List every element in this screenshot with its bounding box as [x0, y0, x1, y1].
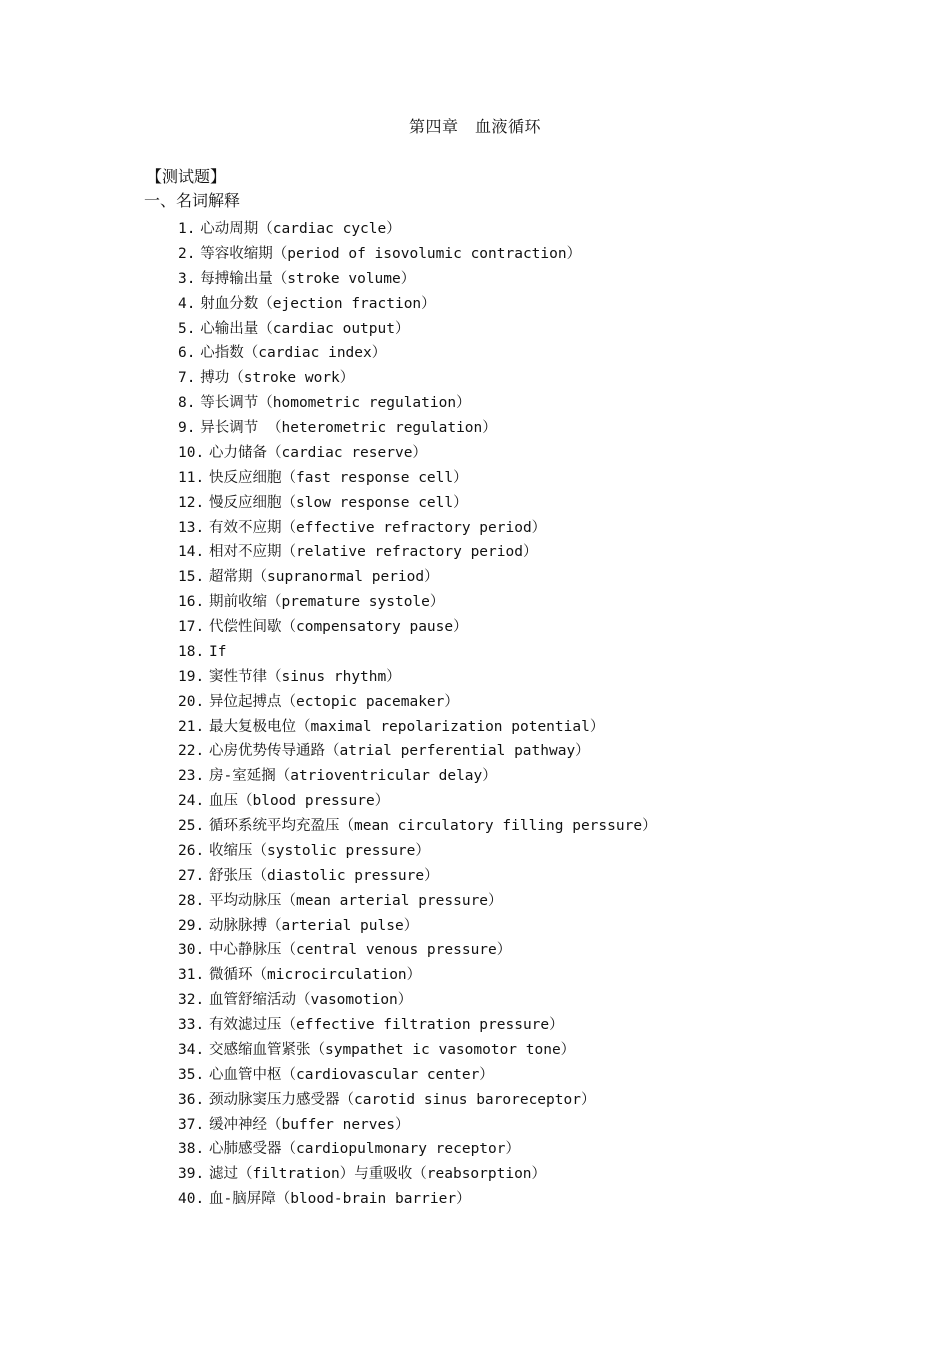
term-text: 动脉脉搏（arterial pulse） — [208, 917, 419, 934]
list-item — [178, 1112, 657, 1137]
list-item — [178, 1186, 657, 1211]
term-text: 颈动脉窦压力感受器（carotid sinus baroreceptor） — [208, 1091, 596, 1108]
term-number: 8. — [178, 395, 196, 412]
term-number: 1. — [178, 221, 196, 237]
term-list — [178, 216, 657, 1211]
list-item — [178, 763, 657, 788]
list-item — [178, 1136, 657, 1161]
term-text: 心动周期（cardiac cycle） — [200, 221, 401, 237]
term-text: 心力储备（cardiac reserve） — [208, 444, 427, 461]
term-text: 最大复极电位（maximal repolarization potential） — [208, 718, 605, 735]
list-item — [178, 291, 657, 316]
list-item — [178, 589, 657, 614]
list-item — [178, 689, 657, 714]
term-number: 36. — [178, 1091, 205, 1108]
list-item — [178, 515, 657, 540]
list-item — [178, 1161, 657, 1186]
list-item — [178, 539, 657, 564]
term-number: 25. — [178, 818, 205, 834]
term-text: 等长调节（homometric regulation） — [200, 395, 471, 412]
term-number: 17. — [178, 619, 205, 635]
term-text: 每搏输出量（stroke volume） — [200, 270, 416, 287]
list-item — [178, 490, 657, 515]
list-item — [178, 913, 657, 938]
term-text: 等容收缩期（period of isovolumic contraction） — [200, 245, 582, 262]
term-number: 4. — [178, 295, 196, 312]
list-item — [178, 390, 657, 415]
subsection-label: 一、名词解释 — [144, 191, 241, 210]
term-number: 19. — [178, 668, 205, 685]
list-item — [178, 465, 657, 490]
term-text: 心输出量（cardiac output） — [200, 320, 410, 337]
term-number: 33. — [178, 1017, 205, 1033]
term-number: 20. — [178, 693, 205, 710]
list-item — [178, 241, 657, 266]
list-item — [178, 365, 657, 390]
term-text: 舒张压（diastolic pressure） — [208, 867, 439, 884]
section-label: 【测试题】 — [146, 167, 227, 186]
list-item — [178, 738, 657, 763]
term-text: 窦性节律（sinus rhythm） — [208, 668, 401, 685]
term-number: 13. — [178, 519, 205, 536]
term-text: 平均动脉压（mean arterial pressure） — [208, 892, 503, 909]
list-item — [178, 937, 657, 962]
term-number: 16. — [178, 594, 205, 611]
term-number: 21. — [178, 718, 205, 735]
term-number: 24. — [178, 793, 205, 810]
list-item — [178, 316, 657, 341]
term-number: 32. — [178, 992, 205, 1009]
term-number: 23. — [178, 768, 205, 785]
term-number: 2. — [178, 245, 196, 262]
list-item — [178, 564, 657, 589]
term-number: 7. — [178, 370, 196, 387]
list-item — [178, 440, 657, 465]
term-text: 心血管中枢（cardiovascular center） — [208, 1066, 494, 1083]
term-text: 滤过（filtration）与重吸收（reabsorption） — [208, 1166, 547, 1183]
term-text: 异长调节 （heterometric regulation） — [200, 420, 497, 436]
term-number: 39. — [178, 1166, 205, 1183]
term-number: 6. — [178, 345, 196, 362]
term-text: 超常期（supranormal period） — [208, 569, 439, 586]
term-number: 27. — [178, 867, 205, 884]
list-item — [178, 863, 657, 888]
term-text: 血管舒缩活动（vasomotion） — [208, 992, 413, 1009]
term-text: 缓冲神经（buffer nerves） — [208, 1116, 410, 1133]
term-number: 10. — [178, 444, 205, 461]
term-number: 18. — [178, 643, 205, 660]
list-item — [178, 1087, 657, 1112]
term-text: 射血分数（ejection fraction） — [200, 295, 436, 312]
term-number: 31. — [178, 967, 205, 984]
term-number: 9. — [178, 420, 196, 436]
term-text: 收缩压（systolic pressure） — [208, 842, 430, 859]
term-text: 相对不应期（relative refractory period） — [208, 544, 538, 561]
term-text: 搏功（stroke work） — [200, 370, 355, 387]
term-number: 22. — [178, 743, 205, 760]
term-text: 心房优势传导通路（atrial perferential pathway） — [208, 743, 590, 760]
term-number: 37. — [178, 1116, 205, 1133]
chapter-title: 第四章 血液循环 — [408, 117, 541, 136]
term-text: 快反应细胞（fast response cell） — [208, 469, 468, 486]
term-number: 3. — [178, 270, 196, 287]
list-item — [178, 340, 657, 365]
term-text: 心指数（cardiac index） — [200, 345, 387, 362]
term-number: 11. — [178, 469, 205, 486]
term-number: 35. — [178, 1066, 205, 1083]
term-text: 交感缩血管紧张（sympathet ic vasomotor tone） — [208, 1041, 576, 1058]
term-text: 代偿性间歇（compensatory pause） — [208, 619, 468, 635]
term-text: 异位起搏点（ectopic pacemaker） — [208, 693, 459, 710]
term-number: 5. — [178, 320, 196, 337]
list-item — [178, 962, 657, 987]
term-number: 40. — [178, 1191, 205, 1208]
list-item — [178, 987, 657, 1012]
term-number: 12. — [178, 494, 205, 511]
term-number: 34. — [178, 1041, 205, 1058]
term-text: 期前收缩（premature systole） — [208, 594, 445, 611]
list-item — [178, 1037, 657, 1062]
list-item — [178, 639, 657, 664]
term-text: 慢反应细胞（slow response cell） — [208, 494, 468, 511]
list-item — [178, 266, 657, 291]
term-text: 血-脑屏障（blood-brain barrier） — [208, 1191, 471, 1208]
term-text: 中心静脉压（central venous pressure） — [208, 942, 512, 959]
term-text: 房-室延搁（atrioventricular delay） — [208, 768, 497, 785]
term-text: 循环系统平均充盈压（mean circulatory filling perssure） — [208, 818, 657, 834]
term-text: 有效不应期（effective refractory period） — [208, 519, 547, 536]
list-item — [178, 813, 657, 838]
term-text: 有效滤过压（effective filtration pressure） — [208, 1017, 564, 1033]
term-text: If — [208, 643, 227, 660]
list-item — [178, 664, 657, 689]
term-number: 26. — [178, 842, 205, 859]
term-number: 38. — [178, 1141, 205, 1158]
term-number: 15. — [178, 569, 205, 586]
list-item — [178, 614, 657, 639]
list-item — [178, 838, 657, 863]
term-number: 29. — [178, 917, 205, 934]
term-number: 28. — [178, 892, 205, 909]
list-item — [178, 888, 657, 913]
term-number: 14. — [178, 544, 205, 561]
list-item — [178, 415, 657, 440]
list-item — [178, 714, 657, 739]
list-item — [178, 216, 657, 241]
term-text: 微循环（microcirculation） — [208, 967, 422, 984]
list-item — [178, 788, 657, 813]
term-text: 血压（blood pressure） — [208, 793, 390, 810]
term-text: 心肺感受器（cardiopulmonary receptor） — [208, 1141, 520, 1158]
list-item — [178, 1012, 657, 1037]
list-item — [178, 1062, 657, 1087]
term-number: 30. — [178, 942, 205, 959]
